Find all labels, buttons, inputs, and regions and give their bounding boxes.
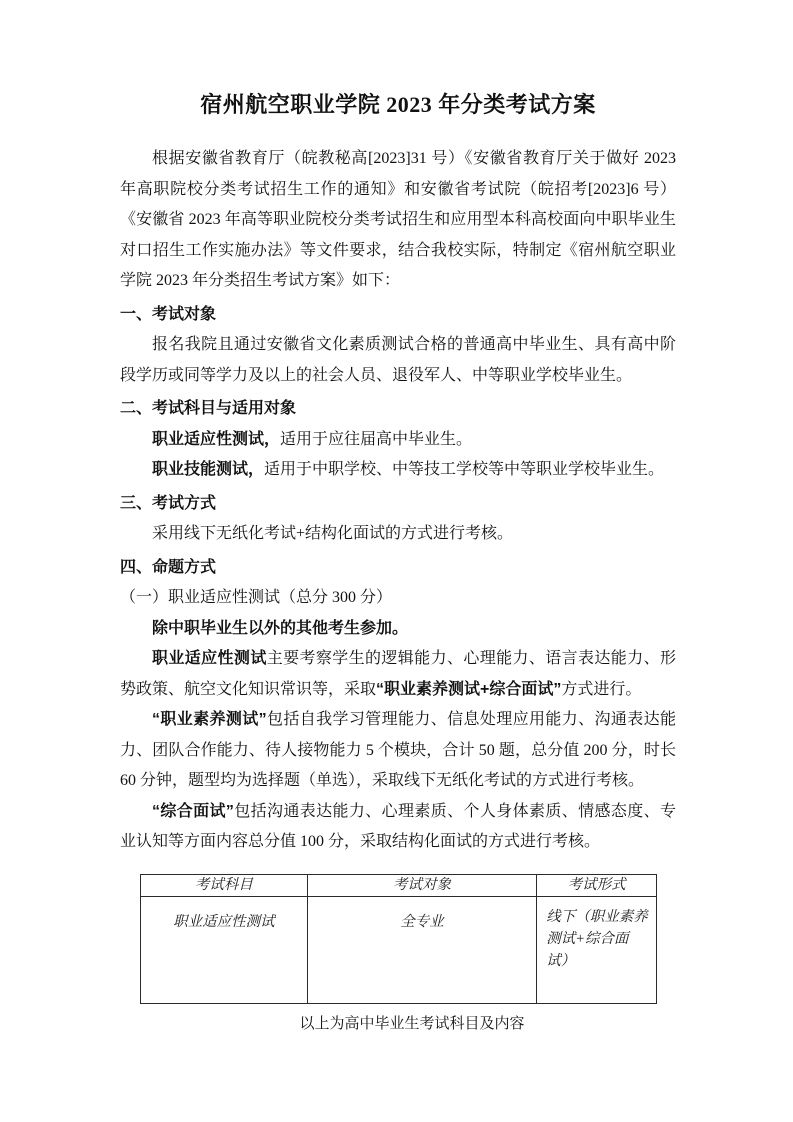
aptitude-test-term: 职业适应性测试， — [152, 430, 281, 448]
section-4-paragraph-quality-test — [120, 705, 676, 797]
test-method-term: “职业素养测试+综合面试” — [376, 680, 562, 698]
section-4-note: 除中职毕业生以外的其他考生参加。 — [152, 619, 409, 637]
table-header-exam-target: 考试对象 — [307, 874, 537, 896]
table-header-exam-format: 考试形式 — [537, 874, 657, 896]
quality-test-description: 包括自我学习管理能力、信息处理应用能力、沟通表达能力、团队合作能力、待人接物能力 5 个模块，合计 50 题，总分值 200 分，时长 60 分钟，题型均为选择题（单选），采取线下无纸化考试的方式进行考核。 — [120, 711, 676, 789]
section-4-paragraph-aptitude — [120, 644, 676, 705]
section-2-item-skill-test — [120, 455, 676, 486]
section-4-paragraph-interview — [120, 797, 676, 858]
intro-paragraph: 根据安徽省教育厅（皖教秘高[2023]31 号）《安徽省教育厅关于做好 2023 年高职院校分类考试招生工作的通知》和安徽省考试院（皖招考[2023]6 号）《安徽省 2023 年高等职业院校分类考试招生和应用型本科高校面向中职毕业生对口招生工作实施办法》等文件要求，结合我校实际，特制定《宿州航空职业学院 2023 年分类招生考试方案》如下： — [120, 150, 676, 289]
section-3-heading: 三、考试方式 — [120, 494, 217, 512]
section-1-body: 报名我院且通过安徽省文化素质测试合格的普通高中毕业生、具有高中阶段学历或同等学力及以上的社会人员、退役军人、中等职业学校毕业生。 — [120, 336, 676, 384]
section-2-item-aptitude-test — [120, 425, 676, 456]
section-1-heading: 一、考试对象 — [120, 305, 217, 323]
aptitude-test-scope: 适用于应往届高中毕业生。 — [280, 430, 473, 448]
skill-test-term: 职业技能测试， — [152, 461, 265, 478]
quality-test-term: “职业素养测试” — [152, 711, 267, 728]
document-content — [120, 88, 676, 1035]
aptitude-test-term: 职业适应性测试 — [152, 650, 267, 667]
table-header-row — [141, 874, 657, 896]
document-title: 宿州航空职业学院 2023 年分类考试方案 — [200, 92, 596, 117]
skill-test-scope: 适用于中职学校、中等技工学校等中等职业学校毕业生。 — [264, 461, 665, 478]
section-3-body: 采用线下无纸化考试+结构化面试的方式进行考核。 — [152, 525, 514, 542]
exam-subjects-table — [140, 874, 657, 1004]
section-4-sub-1-heading: （一）职业适应性测试（总分 300 分） — [120, 589, 393, 606]
interview-description: 包括沟通表达能力、心理素质、个人身体素质、情感态度、专业认知等方面内容总分值 100 分，采取结构化面试的方式进行考核。 — [120, 802, 676, 850]
cell-exam-format: 线下（职业素养测试+综合面试） — [537, 896, 657, 1003]
table-row — [141, 896, 657, 1003]
cell-exam-target: 全专业 — [307, 896, 537, 1003]
table-caption: 以上为高中毕业生考试科目及内容 — [299, 1015, 525, 1032]
cell-exam-subject: 职业适应性测试 — [141, 896, 308, 1003]
aptitude-test-description-tail: 方式进行。 — [561, 680, 642, 698]
section-2-heading: 二、考试科目与适用对象 — [120, 400, 297, 417]
table-header-exam-subject: 考试科目 — [141, 874, 308, 896]
section-4-heading: 四、命题方式 — [120, 558, 217, 576]
aptitude-test-description: 主要考察学生的逻辑能力、心理能力、语言表达能力、形势政策、航空文化知识常识等，采取 — [120, 650, 676, 698]
interview-term: “综合面试” — [152, 802, 234, 820]
